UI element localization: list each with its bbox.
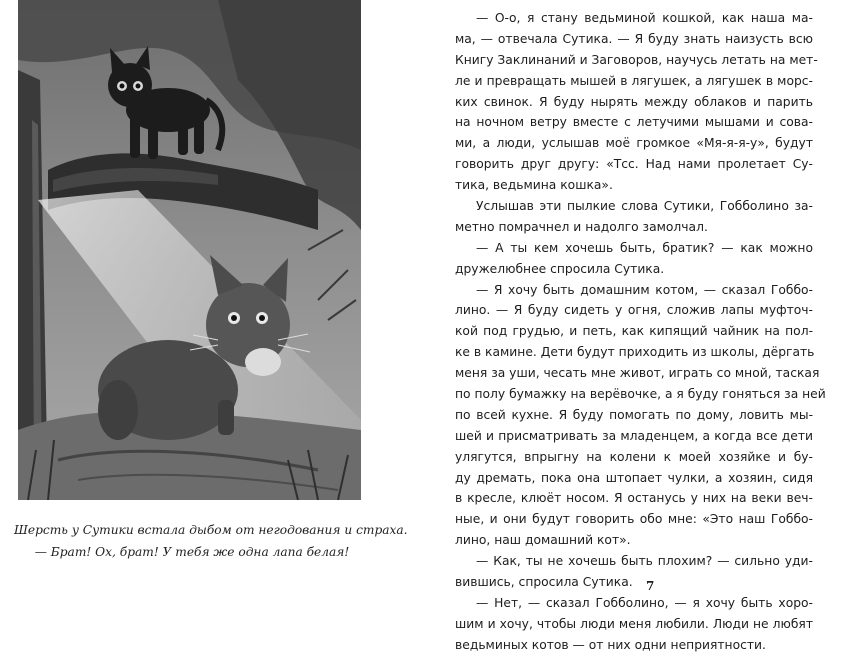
caption-line: — Брат! Ох, брат! У тебя же одна лапа белая! bbox=[34, 545, 350, 559]
text-line: метно помрачнел и надолго замолчал. bbox=[455, 219, 708, 234]
text-line: Услышав эти пылкие слова Сутики, Гобболино за- bbox=[476, 199, 813, 214]
page-number: 7 bbox=[646, 579, 655, 593]
text-line: ма, — отвечала Сутика. — Я буду знать наизусть всю bbox=[455, 31, 813, 46]
text-line: ле и превращать мышей в лягушек, а лягушек в морс- bbox=[455, 73, 813, 88]
text-line: ведьминых котов — от них одни неприятности. bbox=[455, 637, 766, 652]
text-line: говорить друг другу: «Тсс. Над нами пролетает Су- bbox=[455, 157, 813, 172]
text-line: кой под грудью, и петь, как кипящий чайник на пол- bbox=[455, 324, 813, 339]
text-line: шим и хочу, чтобы люди меня любили. Люди не любят bbox=[455, 616, 813, 631]
text-line: меня за уши, чесать мне живот, играть со мной, таская bbox=[455, 366, 820, 381]
text-line: — Как, ты не хочешь быть плохим? — сильно уди- bbox=[476, 554, 813, 569]
text-line: лино, наш домашний кот». bbox=[455, 533, 631, 548]
text-line: на ночном ветру вместе с летучими мышами и сова- bbox=[455, 115, 813, 130]
text-line: по всей кухне. Я буду помогать по дому, ловить мы- bbox=[455, 407, 813, 422]
text-line: ду дремать, пока она штопает чулки, а хозяин, сидя bbox=[455, 470, 813, 485]
text-line: лино. — Я буду сидеть у огня, сложив лапы муфточ- bbox=[455, 303, 813, 318]
text-line: — Нет, — сказал Гобболино, — я хочу быть хоро- bbox=[476, 595, 813, 610]
text-line: улягутся, впрыгну на колени к моей хозяйке и бу- bbox=[455, 449, 813, 464]
text-line: дружелюбнее спросила Сутика. bbox=[455, 261, 665, 276]
text-line: ные, и они будут говорить обо мне: «Это наш Гоббо- bbox=[455, 512, 813, 527]
text-line: в кресле, клюёт носом. Я останусь у них на веки веч- bbox=[455, 491, 813, 506]
body-text bbox=[455, 8, 826, 656]
text-line: — О-о, я стану ведьминой кошкой, как наша ма- bbox=[476, 11, 813, 25]
text-line: ми, а люди, услышав моё громкое «Мя-я-я-у», будут bbox=[455, 136, 813, 151]
text-line: по полу бумажку на верёвочке, а я буду гоняться за ней bbox=[455, 387, 826, 402]
illustration-caption bbox=[14, 519, 408, 563]
caption-line: Шерсть у Сутики встала дыбом от негодования и страха. bbox=[14, 523, 408, 537]
illustration bbox=[18, 0, 361, 500]
right-page bbox=[426, 0, 852, 652]
text-line: — А ты кем хочешь быть, братик? — как можно bbox=[476, 240, 813, 255]
text-line: шей и присматривать за младенцем, а когда все дети bbox=[455, 428, 813, 443]
text-line: Книгу Заклинаний и Заговоров, научусь летать на мет- bbox=[455, 52, 818, 67]
text-line: вившись, спросила Сутика. bbox=[455, 575, 633, 590]
text-line: ке в камине. Дети будут приходить из школы, дёргать bbox=[455, 345, 815, 360]
text-line: тика, ведьмина кошка». bbox=[455, 178, 613, 193]
text-line: ких свинок. Я буду нырять между облаков и парить bbox=[455, 94, 813, 109]
text-line: — Я хочу быть домашним котом, — сказал Гоббо- bbox=[476, 282, 813, 297]
left-page bbox=[0, 0, 426, 604]
illustration-drawing bbox=[18, 0, 361, 500]
